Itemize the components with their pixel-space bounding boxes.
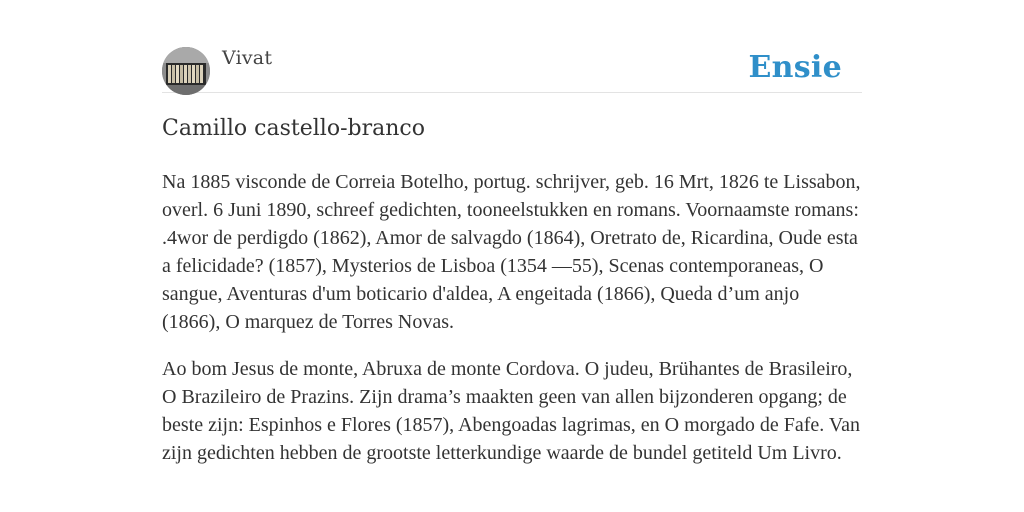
avatar-image [162, 47, 210, 95]
page-container [162, 0, 862, 464]
article-paragraph-2: Ao bom Jesus de monte, Abruxa de monte Cordova. O judeu, Brühantes de Brasileiro, O Brazileiro de Prazins. Zijn drama’s maakten geen van allen bijzonderen opgang; de beste zijn: Espinhos e Flores (1857), Abengoadas lagrimas, en O morgado de Fafe. Van zijn gedichten hebben de grootste letterkundige waarde de bundel getiteld Um Livro. [162, 358, 861, 464]
ensie-logo[interactable]: Ensie [748, 50, 842, 85]
author-name[interactable]: Vivat [222, 47, 273, 69]
author-avatar[interactable] [162, 47, 210, 95]
article-title: Camillo castello-branco [162, 116, 425, 141]
article-paragraph-1: Na 1885 visconde de Correia Botelho, portug. schrijver, geb. 16 Mrt, 1826 te Lissabon, overl. 6 Juni 1890, schreef gedichten, tooneelstukken en romans. Voornaamste romans: .4wor de perdigdo (1862), Amor de salvagdo (1864), Oretrato de, Ricardina, Oude esta a felicidade? (1857), Mysterios de Lisboa (1354 —55), Scenas contemporaneas, O sangue, Aventuras d'um boticario d'aldea, A engeitada (1866), Queda d’um anjo (1866), O marquez de Torres Novas. [162, 171, 861, 333]
header [162, 0, 862, 93]
